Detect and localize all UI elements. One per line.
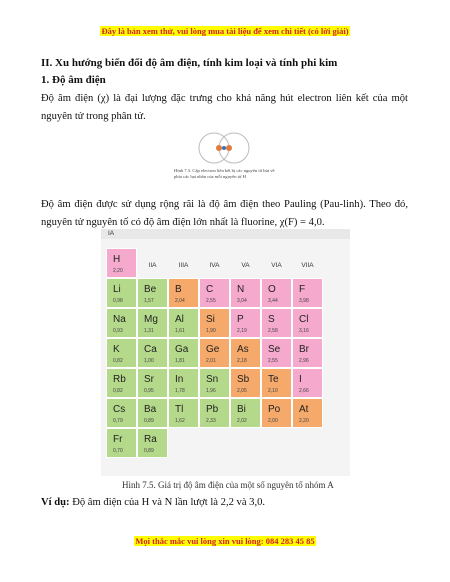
element-symbol: C bbox=[206, 284, 214, 295]
element-symbol: Sn bbox=[206, 374, 219, 385]
element-cell bbox=[199, 398, 230, 428]
element-symbol: Br bbox=[299, 344, 309, 355]
electronegativity-value: 2,20 bbox=[113, 268, 123, 274]
electronegativity-value: 2,96 bbox=[299, 358, 309, 364]
element-symbol: Sr bbox=[144, 374, 154, 385]
electronegativity-table bbox=[101, 229, 350, 476]
electronegativity-value: 0,93 bbox=[113, 328, 123, 334]
element-cell bbox=[199, 278, 230, 308]
element-cell bbox=[199, 338, 230, 368]
electronegativity-value: 1,61 bbox=[175, 328, 185, 334]
element-cell bbox=[261, 338, 292, 368]
electronegativity-value: 2,19 bbox=[237, 328, 247, 334]
contact-notice: Mọi thắc mắc vui lòng xin vui lòng: 084 283 45 85 bbox=[135, 536, 315, 546]
group-header: VA bbox=[241, 262, 250, 269]
element-symbol: As bbox=[237, 344, 249, 355]
electronegativity-value: 0,79 bbox=[113, 418, 123, 424]
electronegativity-value: 2,04 bbox=[175, 298, 185, 304]
element-symbol: Se bbox=[268, 344, 281, 355]
electronegativity-value: 0,95 bbox=[144, 388, 154, 394]
electronegativity-value: 2,18 bbox=[237, 358, 247, 364]
group-header: VIIA bbox=[301, 262, 314, 269]
electronegativity-value: 2,33 bbox=[206, 418, 216, 424]
element-symbol: In bbox=[175, 374, 184, 385]
electronegativity-value: 2,01 bbox=[206, 358, 216, 364]
element-symbol: Na bbox=[113, 314, 126, 325]
element-symbol: Si bbox=[206, 314, 215, 325]
group-header: VIA bbox=[271, 262, 282, 269]
element-symbol: O bbox=[268, 284, 276, 295]
electronegativity-value: 2,05 bbox=[237, 388, 247, 394]
element-symbol: B bbox=[175, 284, 182, 295]
electronegativity-value: 0,98 bbox=[113, 298, 123, 304]
electronegativity-value: 1,57 bbox=[144, 298, 154, 304]
element-symbol: Ra bbox=[144, 434, 157, 445]
element-symbol: N bbox=[237, 284, 245, 295]
group-header: IA bbox=[108, 230, 115, 237]
element-cell bbox=[230, 278, 261, 308]
element-cell bbox=[137, 338, 168, 368]
electronegativity-value: 1,96 bbox=[206, 388, 216, 394]
element-cell bbox=[168, 308, 199, 338]
element-cell bbox=[230, 398, 261, 428]
element-cell bbox=[292, 398, 323, 428]
preview-notice: Đây là bản xem thử, vui lòng mua tài liệu để xem chi tiết (có lời giải) bbox=[101, 26, 349, 36]
electronegativity-value: 0,82 bbox=[113, 388, 123, 394]
electronegativity-value: 0,89 bbox=[144, 448, 154, 454]
element-cell bbox=[292, 308, 323, 338]
element-cell bbox=[292, 278, 323, 308]
electronegativity-value: 2,58 bbox=[268, 328, 278, 334]
element-symbol: Ca bbox=[144, 344, 157, 355]
electronegativity-value: 2,00 bbox=[268, 418, 278, 424]
element-cell bbox=[106, 428, 137, 458]
electronegativity-value: 0,70 bbox=[113, 448, 123, 454]
example-label: Ví dụ: bbox=[41, 497, 70, 508]
element-symbol: Cs bbox=[113, 404, 126, 415]
example-line bbox=[41, 497, 265, 508]
element-cell bbox=[137, 278, 168, 308]
element-symbol: Li bbox=[113, 284, 121, 295]
element-symbol: Ga bbox=[175, 344, 189, 355]
element-cell bbox=[137, 398, 168, 428]
element-symbol: K bbox=[113, 344, 120, 355]
element-cell bbox=[261, 368, 292, 398]
element-symbol: Ge bbox=[206, 344, 220, 355]
electronegativity-value: 0,89 bbox=[144, 418, 154, 424]
element-cell bbox=[106, 368, 137, 398]
element-cell bbox=[199, 308, 230, 338]
element-symbol: F bbox=[299, 284, 306, 295]
electronegativity-value: 3,04 bbox=[237, 298, 247, 304]
element-cell bbox=[106, 398, 137, 428]
element-cell bbox=[168, 398, 199, 428]
element-cell bbox=[106, 338, 137, 368]
element-symbol: Fr bbox=[113, 434, 123, 445]
element-symbol: Tl bbox=[175, 404, 184, 415]
element-cell bbox=[137, 308, 168, 338]
element-symbol: Te bbox=[268, 374, 279, 385]
element-symbol: H bbox=[113, 254, 121, 265]
electronegativity-value: 0,82 bbox=[113, 358, 123, 364]
element-cell bbox=[261, 308, 292, 338]
figure-2-caption: Hình 7.5. Giá trị độ âm điện của một số nguyên tố nhóm A bbox=[122, 480, 334, 490]
element-cell bbox=[106, 308, 137, 338]
electronegativity-value: 2,55 bbox=[206, 298, 216, 304]
group-header: IIIA bbox=[178, 262, 189, 269]
element-cell bbox=[106, 248, 137, 278]
electronegativity-value: 1,78 bbox=[175, 388, 185, 394]
element-cell bbox=[292, 338, 323, 368]
element-cell bbox=[168, 338, 199, 368]
element-cell bbox=[168, 368, 199, 398]
electronegativity-value: 2,66 bbox=[299, 388, 309, 394]
element-cell bbox=[230, 368, 261, 398]
h2-bond-figure bbox=[189, 131, 259, 165]
element-symbol: P bbox=[237, 314, 244, 325]
element-cell bbox=[168, 278, 199, 308]
electronegativity-value: 2,55 bbox=[268, 358, 278, 364]
paragraph-definition: Độ âm điện (χ) là đại lượng đặc trưng cho khả năng hút electron liên kết của một nguyên tử trong phân tử. bbox=[41, 93, 408, 122]
element-cell bbox=[230, 338, 261, 368]
element-cell bbox=[292, 368, 323, 398]
group-header: IVA bbox=[209, 262, 220, 269]
electronegativity-value: 3,98 bbox=[299, 298, 309, 304]
element-symbol: Rb bbox=[113, 374, 126, 385]
element-cell bbox=[261, 398, 292, 428]
electronegativity-value: 1,00 bbox=[144, 358, 154, 364]
element-symbol: Be bbox=[144, 284, 157, 295]
element-symbol: I bbox=[299, 374, 302, 385]
element-symbol: Cl bbox=[299, 314, 309, 325]
element-symbol: Mg bbox=[144, 314, 158, 325]
element-symbol: At bbox=[299, 404, 309, 415]
electronegativity-value: 1,90 bbox=[206, 328, 216, 334]
element-cell bbox=[106, 278, 137, 308]
element-cell bbox=[137, 428, 168, 458]
element-cell bbox=[199, 368, 230, 398]
element-cell bbox=[230, 308, 261, 338]
electronegativity-value: 1,62 bbox=[175, 418, 185, 424]
group-header: IIA bbox=[148, 262, 157, 269]
section-heading: II. Xu hướng biến đổi độ âm điện, tính kim loại và tính phi kim bbox=[41, 57, 338, 69]
electronegativity-value: 3,16 bbox=[299, 328, 309, 334]
figure-1-caption: Hình 7.3. Cặp electron liên kết bị các nguyên tử hút về phía các hạt nhân của mỗi nguyên tử H bbox=[174, 168, 275, 179]
element-cell bbox=[261, 278, 292, 308]
element-symbol: S bbox=[268, 314, 275, 325]
element-symbol: Sb bbox=[237, 374, 250, 385]
electronegativity-value: 2,10 bbox=[268, 388, 278, 394]
subsection-heading: 1. Độ âm điện bbox=[41, 74, 106, 86]
paragraph-pauling: Độ âm điện được sử dụng rộng rãi là độ âm điện theo Pauling (Pau-linh). Theo đó, nguyên tử nguyên tố có độ âm điện lớn nhất là fluorine, χ(F) = 4,0. bbox=[41, 199, 408, 228]
electronegativity-value: 2,02 bbox=[237, 418, 247, 424]
electronegativity-value: 3,44 bbox=[268, 298, 278, 304]
element-symbol: Bi bbox=[237, 404, 246, 415]
electronegativity-value: 1,31 bbox=[144, 328, 154, 334]
electronegativity-value: 1,81 bbox=[175, 358, 185, 364]
element-symbol: Ba bbox=[144, 404, 157, 415]
element-cell bbox=[137, 368, 168, 398]
electronegativity-value: 2,20 bbox=[299, 418, 309, 424]
element-symbol: Po bbox=[268, 404, 281, 415]
element-symbol: Al bbox=[175, 314, 184, 325]
example-text: Độ âm điện của H và N lần lượt là 2,2 và 3,0. bbox=[69, 497, 266, 508]
element-symbol: Pb bbox=[206, 404, 219, 415]
